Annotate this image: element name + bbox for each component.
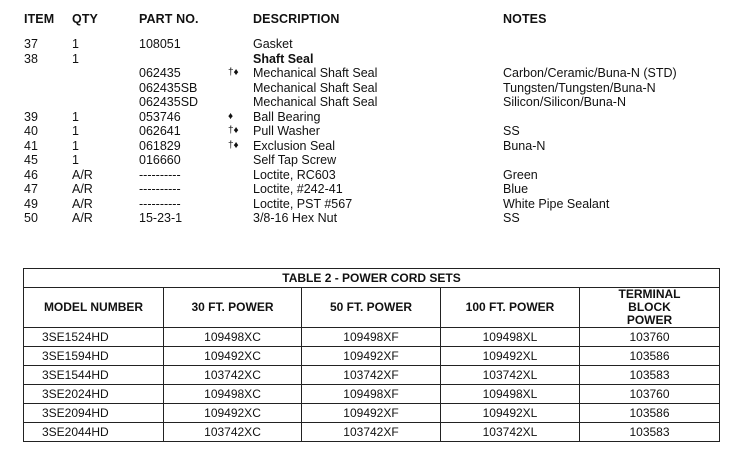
power-50ft-cell: 109492XF <box>302 404 441 423</box>
parts-item-cell: 41 <box>24 138 38 153</box>
parts-notes-cell: Blue <box>503 182 529 196</box>
parts-part-no-cell: 062435SB <box>139 80 198 95</box>
parts-notes-cell: SS <box>503 211 520 225</box>
parts-description-cell: Loctite, RC603 <box>253 167 336 182</box>
parts-part-no-cell: 108051 <box>139 37 181 51</box>
parts-row <box>0 110 737 125</box>
parts-description-cell: Shaft Seal <box>253 51 314 66</box>
power-100ft-cell: 109498XL <box>441 328 580 347</box>
table-row <box>24 423 720 442</box>
table-row <box>24 328 720 347</box>
header-notes: NOTES <box>503 12 547 26</box>
parts-item-cell: 49 <box>24 196 38 211</box>
parts-symbol-marker: †♦ <box>228 125 239 136</box>
parts-qty-cell: 1 <box>72 51 79 66</box>
power-100ft-cell: 109492XL <box>441 404 580 423</box>
parts-item-cell: 39 <box>24 109 38 124</box>
parts-row <box>0 139 737 154</box>
model-number-cell: 3SE1544HD <box>24 366 164 385</box>
parts-description-cell: Loctite, #242-41 <box>253 182 343 196</box>
parts-description-cell: 3/8-16 Hex Nut <box>253 211 338 225</box>
model-number-cell: 3SE1594HD <box>24 347 164 366</box>
parts-row <box>0 81 737 96</box>
header-qty: QTY <box>72 12 98 26</box>
terminal-block-cell: 103760 <box>580 385 720 404</box>
parts-part-no-cell: 053746 <box>139 109 181 124</box>
parts-qty-cell: 1 <box>72 109 79 124</box>
model-number-cell: 3SE2094HD <box>24 404 164 423</box>
table-row <box>24 366 720 385</box>
power-100ft-cell: 103742XL <box>441 423 580 442</box>
parts-description-cell: Loctite, PST #567 <box>253 196 353 211</box>
col-header-50ft: 50 FT. POWER <box>302 288 441 328</box>
power-30ft-cell: 109492XC <box>164 347 302 366</box>
parts-part-no-cell: 062435 <box>139 66 181 80</box>
parts-row <box>0 124 737 139</box>
power-30ft-cell: 109498XC <box>164 385 302 404</box>
table-row <box>24 347 720 366</box>
power-30ft-cell: 109498XC <box>164 328 302 347</box>
parts-symbol-marker: †♦ <box>228 67 239 78</box>
power-50ft-cell: 103742XF <box>302 366 441 385</box>
table-row <box>24 385 720 404</box>
power-30ft-cell: 103742XC <box>164 366 302 385</box>
parts-item-cell: 37 <box>24 37 38 51</box>
parts-row <box>0 95 737 110</box>
model-number-cell: 3SE1524HD <box>24 328 164 347</box>
power-30ft-cell: 103742XC <box>164 423 302 442</box>
parts-item-cell: 40 <box>24 124 38 138</box>
parts-description-cell: Mechanical Shaft Seal <box>253 80 378 95</box>
parts-notes-cell: Buna-N <box>503 138 546 153</box>
terminal-block-cell: 103583 <box>580 423 720 442</box>
power-50ft-cell: 109492XF <box>302 347 441 366</box>
parts-description-cell: Exclusion Seal <box>253 138 335 153</box>
terminal-block-cell: 103760 <box>580 328 720 347</box>
parts-part-no-cell: 016660 <box>139 153 181 167</box>
parts-item-cell: 38 <box>24 51 38 66</box>
power-100ft-cell: 103742XL <box>441 366 580 385</box>
parts-notes-cell: White Pipe Sealant <box>503 196 610 211</box>
parts-qty-cell: 1 <box>72 153 79 167</box>
parts-qty-cell: A/R <box>72 167 93 182</box>
parts-part-no-cell: 062435SD <box>139 95 199 109</box>
header-description: DESCRIPTION <box>253 12 340 26</box>
parts-qty-cell: 1 <box>72 124 79 138</box>
parts-qty-cell: 1 <box>72 138 79 153</box>
power-100ft-cell: 109498XL <box>441 385 580 404</box>
parts-qty-cell: A/R <box>72 196 93 211</box>
parts-description-cell: Gasket <box>253 37 293 51</box>
col-header-30ft: 30 FT. POWER <box>164 288 302 328</box>
parts-row <box>0 66 737 81</box>
parts-symbol-marker: ♦ <box>228 110 234 122</box>
parts-row <box>0 168 737 183</box>
table-body <box>24 328 720 442</box>
parts-description-cell: Pull Washer <box>253 124 320 138</box>
header-item: ITEM <box>24 12 55 26</box>
terminal-block-cell: 103586 <box>580 404 720 423</box>
parts-row <box>0 211 737 226</box>
parts-qty-cell: A/R <box>72 182 93 196</box>
parts-item-cell: 46 <box>24 167 38 182</box>
table-title: TABLE 2 - POWER CORD SETS <box>24 269 720 288</box>
power-50ft-cell: 103742XF <box>302 423 441 442</box>
parts-item-cell: 45 <box>24 153 38 167</box>
power-100ft-cell: 109492XL <box>441 347 580 366</box>
parts-description-cell: Self Tap Screw <box>253 153 337 167</box>
terminal-block-cell: 103583 <box>580 366 720 385</box>
terminal-block-cell: 103586 <box>580 347 720 366</box>
parts-row <box>0 182 737 197</box>
parts-part-no-cell: 062641 <box>139 124 181 138</box>
parts-notes-cell: Carbon/Ceramic/Buna-N (STD) <box>503 66 677 80</box>
parts-notes-cell: Green <box>503 167 538 182</box>
power-30ft-cell: 109492XC <box>164 404 302 423</box>
parts-description-cell: Mechanical Shaft Seal <box>253 95 378 109</box>
parts-qty-cell: A/R <box>72 211 93 225</box>
model-number-cell: 3SE2044HD <box>24 423 164 442</box>
col-header-terminal-block: TERMINAL BLOCK POWER <box>580 288 720 328</box>
parts-row <box>0 197 737 212</box>
header-part-no: PART NO. <box>139 12 199 26</box>
power-50ft-cell: 109498XF <box>302 328 441 347</box>
parts-part-no-cell: 15-23-1 <box>139 211 183 225</box>
parts-item-cell: 47 <box>24 182 38 196</box>
power-50ft-cell: 109498XF <box>302 385 441 404</box>
parts-row <box>0 153 737 168</box>
parts-row <box>0 52 737 67</box>
parts-row <box>0 37 737 52</box>
parts-notes-cell: Silicon/Silicon/Buna-N <box>503 95 626 109</box>
parts-notes-cell: Tungsten/Tungsten/Buna-N <box>503 80 656 95</box>
col-header-model: MODEL NUMBER <box>24 288 164 328</box>
parts-item-cell: 50 <box>24 211 38 225</box>
parts-notes-cell: SS <box>503 124 520 138</box>
table-header-row <box>24 288 720 328</box>
col-header-100ft: 100 FT. POWER <box>441 288 580 328</box>
parts-qty-cell: 1 <box>72 37 79 51</box>
parts-part-no-cell: ---------- <box>139 182 181 196</box>
parts-description-cell: Ball Bearing <box>253 109 321 124</box>
parts-part-no-cell: ---------- <box>139 167 181 182</box>
table-row <box>24 404 720 423</box>
model-number-cell: 3SE2024HD <box>24 385 164 404</box>
parts-symbol-marker: †♦ <box>228 139 239 151</box>
parts-part-no-cell: ---------- <box>139 196 181 211</box>
parts-description-cell: Mechanical Shaft Seal <box>253 66 378 80</box>
power-cord-table <box>23 268 720 442</box>
parts-part-no-cell: 061829 <box>139 138 181 153</box>
